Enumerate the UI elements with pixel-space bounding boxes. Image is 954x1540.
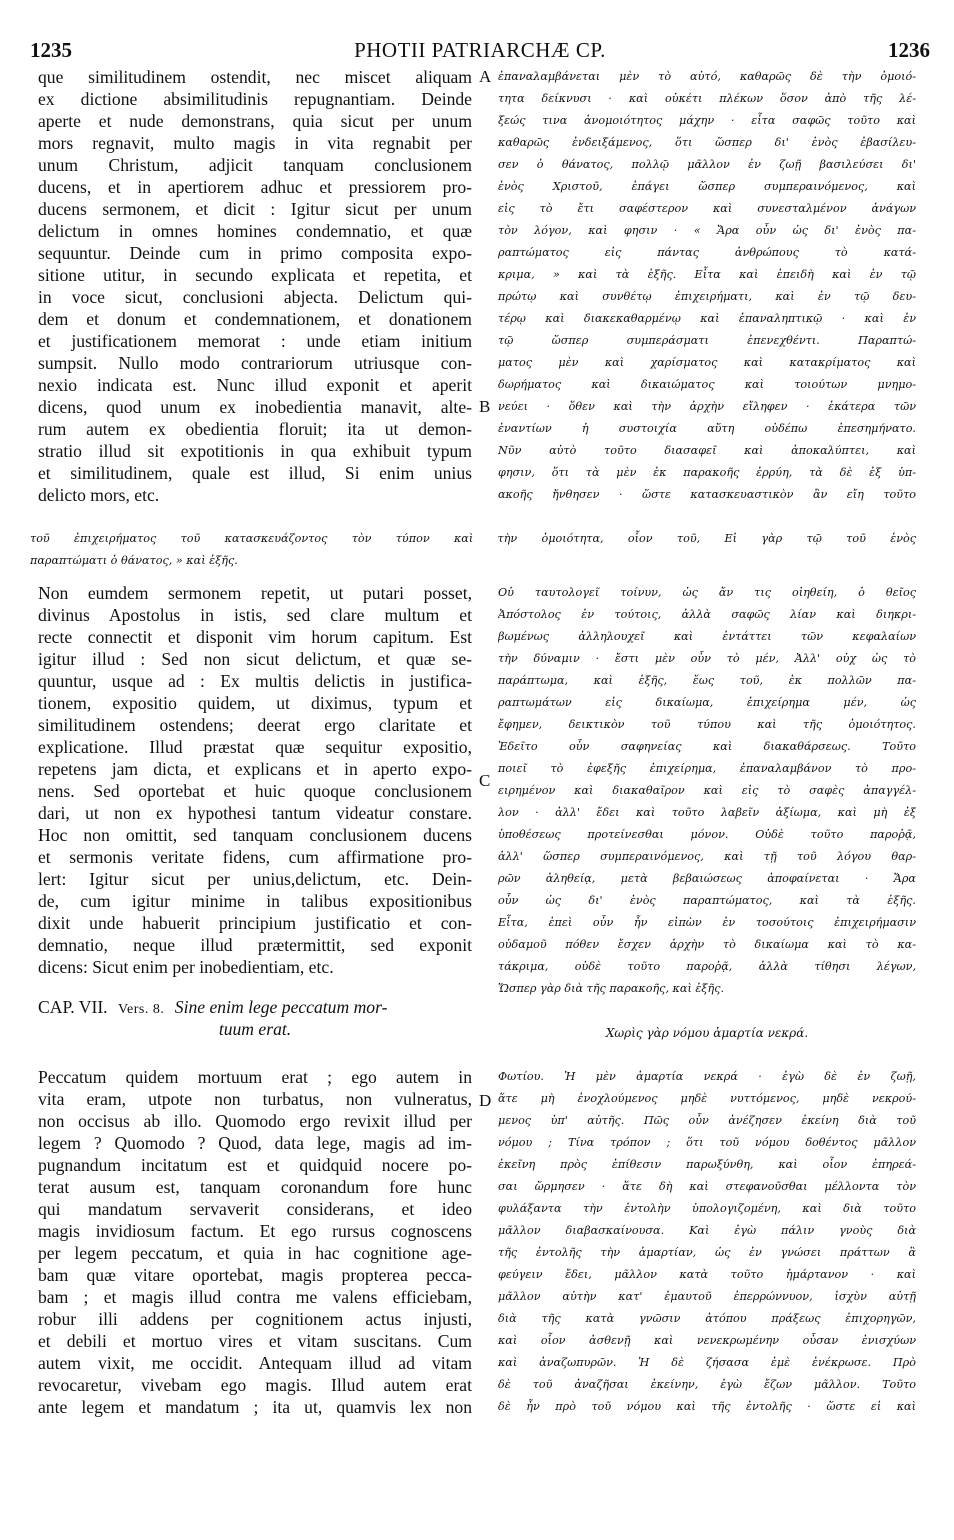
text-line: tionem, expositio quidem, ut diximus, typum et [38, 693, 472, 713]
text-line: καὶ οἷον ἀσθενῇ καὶ νενεκρωμένην οὖσαν ἐνισχύων [498, 1334, 916, 1347]
text-line: τέρῳ καὶ διακεκαθαρμένῳ καὶ ἐπαναληπτικῷ · καὶ ἐν [498, 312, 916, 325]
text-line: dari, ut non ex hypothesi tantum videatur constare. [38, 803, 472, 823]
text-line: unum Christum, adjicit tanquam conclusionem [38, 155, 472, 175]
text-line: τῆς ἐντολῆς τὴν ἁμαρτίαν, ὡς ἐν γνώσει πράττων ἃ [498, 1246, 916, 1259]
text-line: ὑποθέσεως προτείνεσθαι μόνον. Οὐδὲ τοῦτο παροῤᾷ, [498, 828, 916, 841]
text-line: ante legem et mandatum ; ita ut, quamvis lex non [38, 1397, 472, 1417]
text-line: et sermonis veritate fidens, cum affirmatione pro- [38, 847, 472, 867]
text-line: πρώτῳ καὶ συνθέτῳ ἐπιχειρήματι, καὶ ἐν τῷ δευ- [498, 290, 916, 303]
text-line: φεύγειν ἔδει, μᾶλλον κατὰ τοῦτο ἡμάρτανον · καὶ [498, 1268, 916, 1281]
text-line: οὖν ὡς δι' ἑνὸς παραπτώματος, καὶ τὰ ἑξῆς. [498, 894, 916, 907]
text-line: mors regnavit, multo magis in vita regnabit per [38, 133, 472, 153]
text-line: ακοῆς ἤνθησεν · ὥστε κατασκευαστικὸν ἂν εἴη τοῦτο [498, 488, 916, 501]
text-line: σαι ὥρμησεν · ἅτε δὴ καὶ στεφανοῦσθαι μέλλοντα τὸν [498, 1180, 916, 1193]
text-line: Ἐδεῖτο οὖν σαφηνείας καὶ διακαθάρσεως. Τοῦτο [498, 740, 916, 753]
text-line: stratio illud sit expotitionis in qua exhibuit typum [38, 441, 472, 461]
text-line: Ὥσπερ γὰρ διὰ τῆς παρακοῆς, καὶ ἑξῆς. [498, 982, 725, 995]
text-line: παράπτωμα, καὶ ἑξῆς, ἕως τοῦ, ἐκ πολλῶν πα- [498, 674, 916, 687]
text-line: nexio indicata est. Nunc illud exponit et aperit [38, 375, 472, 395]
text-line: non occisus ab illo. Quomodo ergo revixit illud per [38, 1111, 472, 1131]
text-line: ἔφημεν, δεικτικὸν τοῦ τύπου καὶ τῆς ὁμοιότητος. [498, 718, 916, 731]
text-line: καὶ ἀναζωπυρῶν. Ἡ δὲ ζήσασα ἐμὲ ἐνέκρωσε. Πρὸ [498, 1356, 916, 1369]
text-line: ματος μὲν καὶ χαρίσματος καὶ κατακρίματος καὶ [498, 356, 916, 369]
text-line: ἐναντίων ἡ συστοιχία αὕτη οὐδέπω ἐπεσημήνατο. [498, 422, 916, 435]
margin-letter-c: C [479, 771, 491, 790]
text-line: demnatio, neque illud prætermittit, sed exponit [38, 935, 472, 955]
text-line: vita eram, utpote non turbatus, non vulneratus, [38, 1089, 472, 1109]
text-line: bam quæ vitare oportebat, magis propterea pecca- [38, 1265, 472, 1285]
text-line: Ἀπόστολος ἐν τούτοις, ἀλλὰ σαφῶς λίαν καὶ διηκρι- [498, 608, 916, 621]
chapter-number: CAP. VII. [38, 997, 108, 1017]
text-line: Οὐ ταυτολογεῖ τοίνυν, ὡς ἄν τις οἰηθείη, ὁ θεῖος [498, 586, 916, 599]
chapter-title-greek-text: Χωρὶς γὰρ νόμου ἁμαρτία νεκρά. [605, 1026, 809, 1040]
text-line: μενος ὑπ' αὐτῆς. Πῶς οὖν ἀνέζησεν ἐκείνη διὰ τοῦ [498, 1114, 916, 1127]
greek-column-section-1 [498, 66, 916, 506]
chapter-heading-latin [38, 996, 472, 1040]
text-line: Hoc non omittit, sed tanquam conclusionem ducens [38, 825, 472, 845]
text-line: delictum in omnes homines condemnatio, et quæ [38, 221, 472, 241]
text-line: dicens, quod unum ex inobedientia manavit, alte- [38, 397, 472, 417]
text-line: νεύει · ὅθεν καὶ τὴν ἀρχὴν εἴληφεν · ἑκάτερα τῶν [498, 400, 916, 413]
text-line: bam ; et magis illud contra me valens efficiebam, [38, 1287, 472, 1307]
text-line: qui mandatum servaverit considerans, et ideo [38, 1199, 472, 1219]
running-header [30, 38, 930, 62]
text-line: igitur illud : Sed non sicut delictum, et quæ se- [38, 649, 472, 669]
text-line: legem ? Quomodo ? Quod, data lege, magis ad im- [38, 1133, 472, 1153]
text-line: similitudinem ostendens; deerat ergo claritate et [38, 715, 472, 735]
margin-letter-b: B [479, 397, 491, 416]
text-line: recte connectit et disponit vim horum capitum. Est [38, 627, 472, 647]
text-line: ειρημένον καὶ διακαθαῖρον καὶ εἰς τὸ σαφὲς ἀπαγγέλ- [498, 784, 916, 797]
latin-column-section-3 [38, 1066, 472, 1418]
text-line: Peccatum quidem mortuum erat ; ego autem in [38, 1067, 472, 1087]
text-line: quuntur, usque ad : Ex multis delictis in justifica- [38, 671, 472, 691]
text-line: ρῶν ἀληθείᾳ, μετὰ βεβαιώσεως ἀποφαίνεται · Ἄρα [498, 872, 916, 885]
text-line: ducens, et in apertiorem adhuc et pressiorem pro- [38, 177, 472, 197]
text-line: δὲ τοῦ ἀναζῆσαι ἐκείνην, ἐγὼ ἔζων μᾶλλον. Τοῦτο [498, 1378, 916, 1391]
text-line: βωμένως ἀλληλουχεῖ καὶ ἐντάττει τῶν κεφαλαίων [498, 630, 916, 643]
text-line: Νῦν αὐτὸ τοῦτο διασαφεῖ καὶ ἀποκαλύπτει, καὶ [498, 444, 916, 457]
text-line: dicens: Sicut enim per inobedientiam, etc. [38, 957, 334, 977]
text-line: dixit unde habuerit principium justificatio et con- [38, 913, 472, 933]
verse-number: Vers. 8. [117, 1002, 165, 1017]
chapter-title-latin-cont: tuum erat. [218, 1019, 292, 1039]
text-line: et justificationem memorat : unde etiam initium [38, 331, 472, 351]
running-title: PHOTII PATRIARCHÆ CP. [354, 38, 606, 62]
text-line: δὲ ἦν πρὸ τοῦ νόμου καὶ τῆς ἐντολῆς · ὥστε εἰ καὶ [498, 1400, 916, 1413]
text-line: κριμα, » καὶ τὰ ἑξῆς. Εἶτα καὶ ἐπειδὴ καὶ ἐν τῷ [498, 268, 916, 281]
text-line: repetens jam dicta, et explicans et in aperto expo- [38, 759, 472, 779]
text-line: ραπτωμάτων εἰς δικαίωμα, ἐπιχείρημα μέν, ὡς [498, 696, 916, 709]
greek-spanning-lines [30, 528, 916, 572]
text-line: νόμου ; Τίνα τρόπον ; ὅτι τοῦ νόμου δοθέντος μᾶλλον [498, 1136, 916, 1149]
text-line: de, cum igitur minime in talibus expositionibus [38, 891, 472, 911]
text-line: pugnandum incitatum est et quidquid nocere po- [38, 1155, 472, 1175]
text-line: dem et donum et condemnationem, et donationem [38, 309, 472, 329]
text-line: lert: Igitur sicut per unius,delictum, etc. Dein- [38, 869, 472, 889]
text-line: ἀλλ' ὥσπερ συμπεραινόμενος, καὶ τῇ τοῦ λόγου θαρ- [498, 850, 916, 863]
text-line: τὴν δύναμιν · ἔστι μὲν οὖν τὸ μέν, Ἀλλ' οὐχ ὡς τὸ [498, 652, 916, 665]
text-line: τάκριμα, οὐδὲ τοῦτο παροῤᾷ, ἀλλὰ τίθησι λέγων, [498, 960, 916, 973]
text-line: explicatione. Illud præstat quæ sequitur expositio, [38, 737, 472, 757]
text-line: φησιν, ὅτι τὰ μὲν ἐκ παρακοῆς ἐρρύη, τὰ δὲ ἐξ ὑπ- [498, 466, 916, 479]
text-line: revocaretur, vivebam ego magis. Illud autem erat [38, 1375, 472, 1395]
text-line: λον · ἀλλ' ἔδει καὶ τοῦτο λαβεῖν ἀξίωμα, καὶ μὴ ἐξ [498, 806, 916, 819]
latin-column-section-2 [38, 582, 472, 978]
page-number-right: 1236 [888, 38, 930, 62]
text-line: διὰ τῆς κατὰ γνῶσιν ἀτόπου πράξεως ἐπιχορηγῶν, [498, 1312, 916, 1325]
text-line: ξεώς τινα ἀνομοιότητος μάχην · εἶτα σαφῶς τοῦτο καὶ [498, 114, 916, 127]
text-line: τῷ ὥσπερ συμπεράσματι ἐπενεχθέντι. Παραπτώ- [498, 334, 916, 347]
text-line: σεν ὁ θάνατος, πολλῷ μᾶλλον ἐν ζωῇ βασιλεύσει δι' [498, 158, 916, 171]
text-line: rum autem ex obedientia floruit; ita ut demon- [38, 419, 472, 439]
text-line: παραπτώματι ὁ θάνατος, » καὶ ἑξῆς. [30, 554, 238, 567]
text-line: autem vixit, me occidit. Antequam illud ad vitam [38, 1353, 472, 1373]
text-line: et similitudinem, quale est illud, Si enim unius [38, 463, 472, 483]
text-line: μᾶλλον αὐτὴν κατ' ἐμαυτοῦ ἐπερρώννυον, ἰσχὺν αὐτῇ [498, 1290, 916, 1303]
text-line: nens. Sed oportebat et huic quoque conclusionem [38, 781, 472, 801]
text-line: sumpsit. Nullo modo contrariorum utriusque con- [38, 353, 472, 373]
text-line: τοῦ ἐπιχειρήματος τοῦ κατασκευάζοντος τὸν τύπον καὶ τὴν ὁμοιότητα, οἷον τοῦ, Εἰ γὰρ τῷ τοῦ ἑνὸς [30, 532, 916, 545]
text-line: εἰς τὸ ἔτι σαφέστερον καὶ συνεσταλμένον ἀνάγων [498, 202, 916, 215]
text-line: per legem peccatum, et quia in hac cognitione age- [38, 1243, 472, 1263]
text-line: magis invidiosum factum. Et ego rursus cognoscens [38, 1221, 472, 1241]
text-line: ἐπαναλαμβάνεται μὲν τὸ αὐτό, καθαρῶς δὲ τὴν ὁμοιό- [498, 70, 916, 83]
latin-column-section-1 [38, 66, 472, 506]
page-number-left: 1235 [30, 38, 72, 62]
text-line: καθαρῶς ἐνδειξάμενος, ὅτι ὥσπερ δι' ἑνὸς ἐβασίλευ- [498, 136, 916, 149]
margin-letter-a: A [479, 67, 492, 86]
greek-column-section-2 [498, 582, 916, 1000]
text-line: φυλάξαντα τὴν ἐντολὴν ὑπολογιζομένη, καὶ διὰ τοῦτο [498, 1202, 916, 1215]
text-line: ραπτώματος εἰς πάντας ἀνθρώπους τὸ κατά- [498, 246, 916, 259]
text-line: sequuntur. Deinde cum in primo composita expo- [38, 243, 472, 263]
text-line: δωρήματος καὶ δικαιώματος καὶ τοιούτων μνημο- [498, 378, 916, 391]
text-line: aperte et nude demonstrans, quia sicut per unum [38, 111, 472, 131]
text-line: ducens sermonem, et dicit : Igitur sicut per unum [38, 199, 472, 219]
text-line: in voce sicut, conclusioni abjecta. Delictum qui- [38, 287, 472, 307]
text-line: Εἶτα, ἐπεὶ οὖν ἦν εἰπὼν ἐν τοσούτοις ἐπιχειρήμασιν [498, 916, 916, 929]
chapter-title-latin: Sine enim lege peccatum mor- [174, 997, 388, 1017]
text-line: ex dictione absimilitudinis repugnantiam. Deinde [38, 89, 472, 109]
text-line: terat ausum est, tanquam coronandum fore hunc [38, 1177, 472, 1197]
text-line: et debili et mortuo vires et vitam suscitans. Cum [38, 1331, 472, 1351]
text-line: delicto mors, etc. [38, 485, 160, 505]
text-line: ἐκεῖνη πρὸς ἐπίθεσιν παρωξύνθη, καὶ οἷον ἐπηρεά- [498, 1158, 916, 1171]
text-line: ποιεῖ τὸ ἐφεξῆς ἐπιχείρημα, ἐπαναλαμβάνον τὸ προ- [498, 762, 916, 775]
text-line: sitione utitur, in secundo explicata et repetita, et [38, 265, 472, 285]
text-line: τητα δείκνυσι · καὶ οὐκέτι πλέκων ὅσον ἀπὸ τῆς λέ- [498, 92, 916, 105]
text-line: μᾶλλον διαβασκαίνουσα. Καὶ ἐγὼ πάλιν γνοὺς διὰ [498, 1224, 916, 1237]
text-line: Φωτίου. Ἡ μὲν ἁμαρτία νεκρά · ἐγὼ δὲ ἐν ζωῇ, [498, 1070, 916, 1083]
text-line: robur illi addens per cognitionem actus injusti, [38, 1309, 472, 1329]
text-line: divinus Apostolus in istis, sed clare multum et [38, 605, 472, 625]
text-line: que similitudinem ostendit, nec miscet aliquam [38, 67, 472, 87]
text-line: ἑνὸς Χριστοῦ, ἐπάγει ὥσπερ συμπεραινόμενος, καὶ [498, 180, 916, 193]
text-line: Non eumdem sermonem repetit, ut putari posset, [38, 583, 472, 603]
margin-letter-d: D [479, 1091, 492, 1110]
text-line: ἅτε μὴ ἐνοχλούμενος μηδὲ νυττόμενος, μηδὲ νεκρού- [498, 1092, 916, 1105]
text-line: οὐδαμοῦ πόθεν ἔσχεν ἀρχὴν τὸ δικαίωμα καὶ τὸ κα- [498, 938, 916, 951]
greek-column-section-3 [498, 1066, 916, 1418]
chapter-title-greek [498, 1022, 916, 1044]
text-line: τὸν λόγον, καὶ φησιν · « Ἄρα οὖν ὡς δι' ἑνὸς πα- [498, 224, 916, 237]
